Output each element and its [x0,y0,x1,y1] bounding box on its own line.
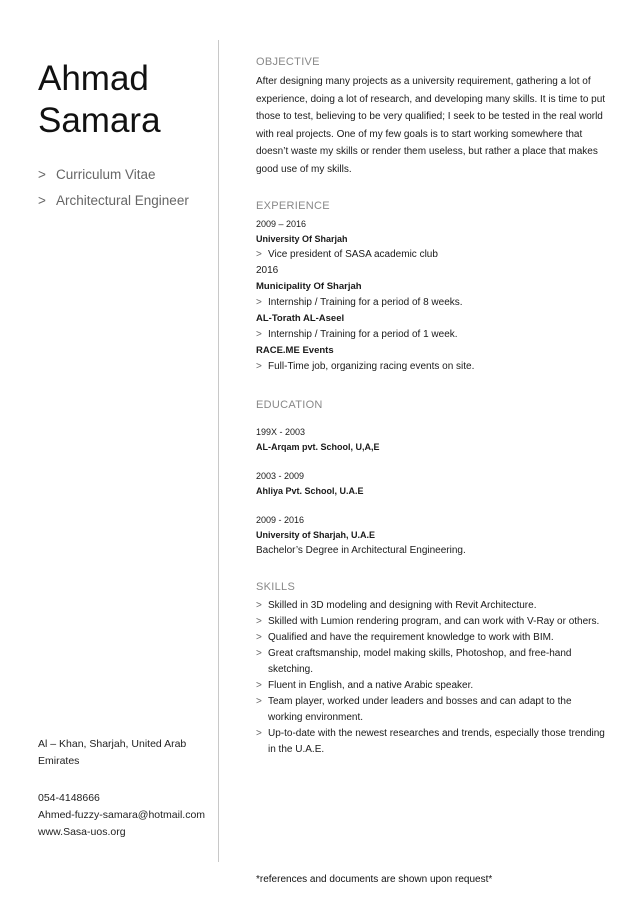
subtitle-cv [38,162,208,188]
education-school-3: University of Sharjah, U.A.E [256,530,376,540]
education-school-1: AL-Arqam pvt. School, U,A,E [256,442,380,452]
chevron-right-icon: > [256,648,262,659]
skills-section [256,581,606,758]
education-heading: EDUCATION [256,399,323,411]
chevron-right-icon: > [38,193,46,208]
education-degree: Bachelor’s Degree in Architectural Engineering. [256,545,466,556]
contact-block [38,736,213,841]
skill-item [256,598,606,614]
subtitle-list [38,162,208,214]
contact-website[interactable]: www.Sasa-uos.org [38,826,126,838]
objective-section [256,56,606,178]
experience-item-1 [256,247,606,263]
experience-years-2: 2016 [256,265,279,276]
chevron-right-icon: > [256,297,262,308]
chevron-right-icon: > [256,600,262,611]
chevron-right-icon: > [38,167,46,182]
skill-item-text: Team player, worked under leaders and bosses and can adapt to the working environment. [268,696,572,723]
education-years-2: 2003 - 2009 [256,471,305,481]
chevron-right-icon: > [256,329,262,340]
chevron-right-icon: > [256,728,262,739]
subtitle-profession-text: Architectural Engineer [56,193,189,208]
experience-section [256,200,606,375]
experience-org-3: AL-Torath AL-Aseel [256,313,345,324]
objective-heading: OBJECTIVE [256,56,320,68]
footnote: *references and documents are shown upon request* [256,874,493,885]
skill-item-text: Qualified and have the requirement knowledge to work with BIM. [268,632,554,643]
subtitle-cv-text: Curriculum Vitae [56,167,156,182]
skill-item-text: Fluent in English, and a native Arabic speaker. [268,680,474,691]
experience-item-1-text: Vice president of SASA academic club [268,249,438,260]
skill-item-text: Up-to-date with the newest researches and trends, especially those trending in the U.A.E. [268,728,605,755]
experience-heading: EXPERIENCE [256,200,330,212]
chevron-right-icon: > [256,680,262,691]
contact-address: Al – Khan, Sharjah, United Arab Emirates [38,738,187,767]
experience-item-4 [256,359,606,375]
experience-org-2: Municipality Of Sharjah [256,281,362,292]
skill-item-text: Skilled with Lumion rendering program, and can work with V-Ray or others. [268,616,600,627]
skill-item [256,614,606,630]
chevron-right-icon: > [256,616,262,627]
contact-email[interactable]: Ahmed-fuzzy-samara@hotmail.com [38,809,206,821]
objective-text: After designing many projects as a university requirement, gathering a lot of experience, doing a lot of research, and developing many skills. It is time to put those to test, believing to be very qualified; I seek to be tested in the real world with real projects. One of my few goals is to start working somewhere that doesn’t waste my skills or render them useless, but rather a place that makes good use of my skills. [256,76,606,175]
experience-org-4: RACE.ME Events [256,345,334,356]
experience-item-2 [256,295,606,311]
chevron-right-icon: > [256,632,262,643]
subtitle-profession [38,188,208,214]
education-years-1: 199X - 2003 [256,427,306,437]
chevron-right-icon: > [256,696,262,707]
experience-item-3-text: Internship / Training for a period of 1 week. [268,329,458,340]
chevron-right-icon: > [256,361,262,372]
skills-heading: SKILLS [256,581,296,593]
experience-item-4-text: Full-Time job, organizing racing events on site. [268,361,475,372]
left-column [38,58,208,214]
name-last: Samara [38,101,161,140]
experience-org-1: University Of Sharjah [256,234,348,244]
skill-item [256,726,606,758]
chevron-right-icon: > [256,249,262,260]
experience-years-1: 2009 – 2016 [256,219,307,229]
skill-item [256,678,606,694]
skill-item-text: Great craftsmanship, model making skills, Photoshop, and free-hand sketching. [268,648,572,675]
skill-item [256,630,606,646]
main-column [256,56,606,758]
column-divider [218,40,219,862]
experience-item-2-text: Internship / Training for a period of 8 weeks. [268,297,463,308]
skill-item [256,646,606,678]
skill-item [256,694,606,726]
education-section [256,399,606,559]
contact-phone[interactable]: 054-4148666 [38,792,100,804]
education-school-2: Ahliya Pvt. School, U.A.E [256,486,364,496]
skill-item-text: Skilled in 3D modeling and designing with Revit Architecture. [268,600,537,611]
name-first: Ahmad [38,59,149,98]
experience-item-3 [256,327,606,343]
education-years-3: 2009 - 2016 [256,515,305,525]
